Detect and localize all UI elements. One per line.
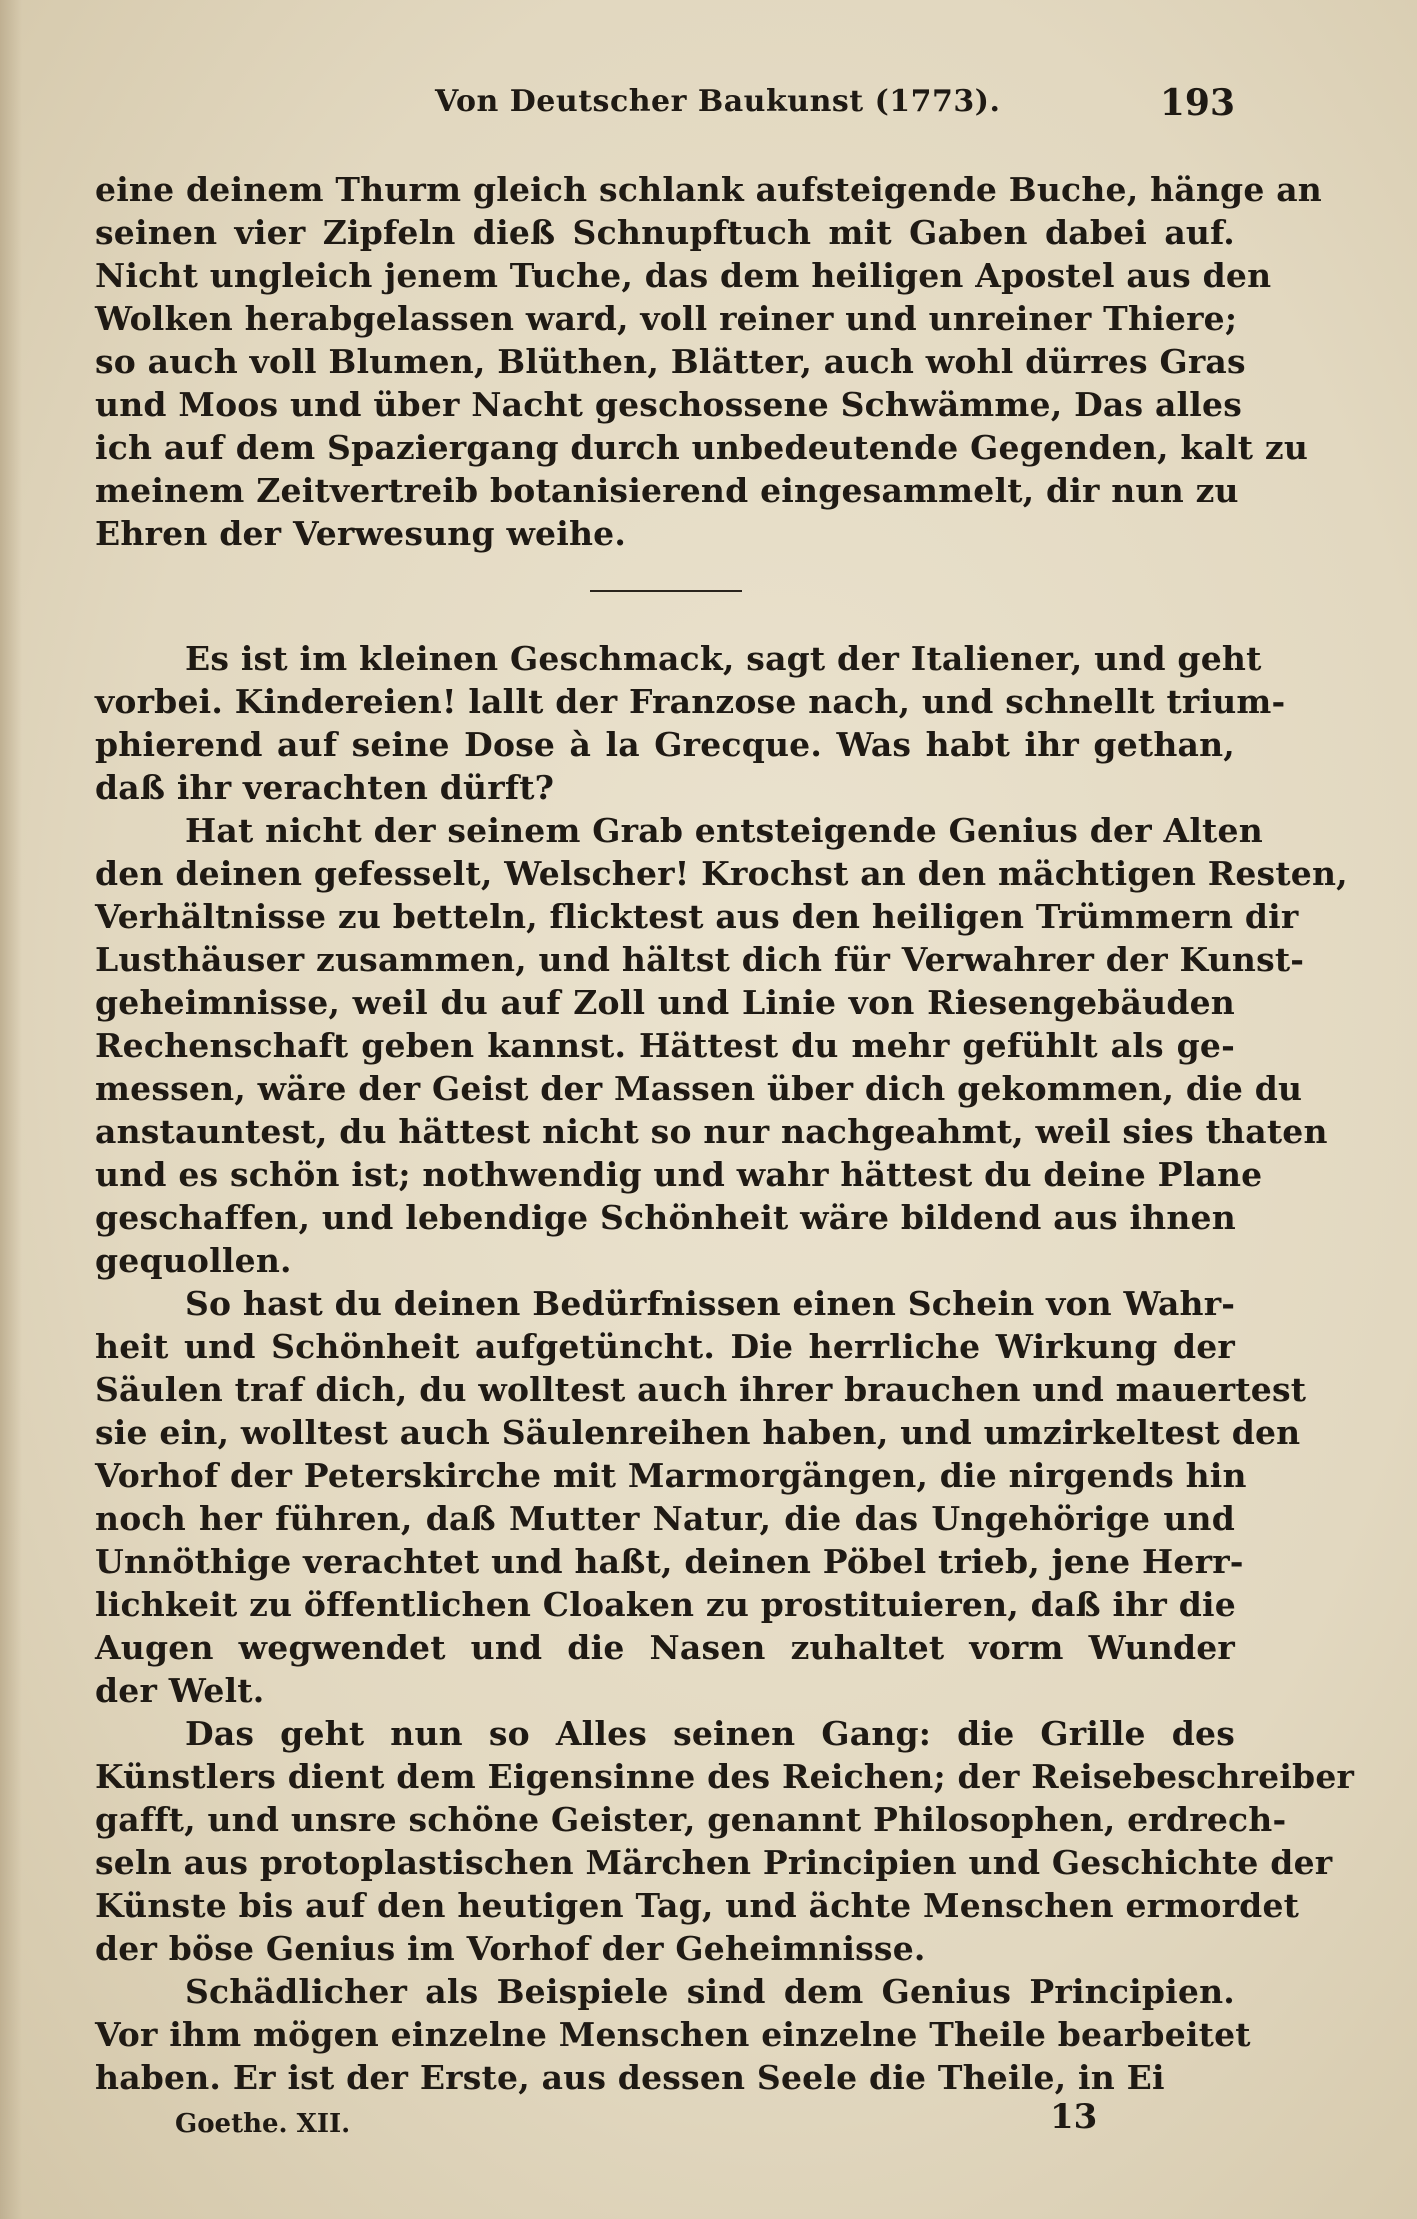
text-line: Hat nicht der seinem Grab entsteigende Genius der Alten xyxy=(185,811,1263,850)
text-line: ich auf dem Spaziergang durch unbedeutende Gegenden, kalt zu xyxy=(95,428,1309,467)
text-line: Künstlers dient dem Eigensinne des Reichen; der Reisebeschreiber xyxy=(95,1757,1355,1796)
text-line: gafft, und unsre schöne Geister, genannt Philosophen, erdrech- xyxy=(95,1800,1287,1839)
text-line: messen, wäre der Geist der Massen über dich gekommen, die du xyxy=(95,1069,1303,1108)
text-line: Augen wegwendet und die Nasen zuhaltet vorm Wunder xyxy=(95,1628,1235,1667)
text-line: Künste bis auf den heutigen Tag, und ächte Menschen ermordet xyxy=(95,1886,1300,1925)
text-line: vorbei. Kindereien! lallt der Franzose nach, und schnellt trium- xyxy=(95,682,1286,721)
text-line: Das geht nun so Alles seinen Gang: die Grille des xyxy=(185,1714,1235,1753)
text-line: noch her führen, daß Mutter Natur, die das Ungehörige und xyxy=(95,1499,1235,1538)
text-line: daß ihr verachten dürft? xyxy=(95,768,555,807)
page-edge-shadow xyxy=(0,0,22,2219)
page-footer xyxy=(95,2097,1235,2141)
text-line: Vor ihm mögen einzelne Menschen einzelne Theile bearbeitet xyxy=(95,2015,1251,2054)
paragraph-section-2 xyxy=(95,637,1355,2099)
text-line: und Moos und über Nacht geschossene Schwämme, Das alles xyxy=(95,385,1243,424)
text-line: sie ein, wolltest auch Säulenreihen haben, und umzirkeltest den xyxy=(95,1413,1301,1452)
text-line: den deinen gefesselt, Welscher! Krochst an den mächtigen Resten, xyxy=(95,854,1348,893)
section-divider xyxy=(590,590,742,592)
text-line: Schädlicher als Beispiele sind dem Genius Principien. xyxy=(185,1972,1235,2011)
text-line: Säulen traf dich, du wolltest auch ihrer brauchen und mauertest xyxy=(95,1370,1307,1409)
text-line: meinem Zeitvertreib botanisierend eingesammelt, dir nun zu xyxy=(95,471,1239,510)
page-header xyxy=(95,84,1235,124)
text-line: geheimnisse, weil du auf Zoll und Linie von Riesengebäuden xyxy=(95,983,1235,1022)
text-line: Nicht ungleich jenem Tuche, das dem heiligen Apostel aus den xyxy=(95,256,1272,295)
text-line: phierend auf seine Dose à la Grecque. Was habt ihr gethan, xyxy=(95,725,1235,764)
text-line: gequollen. xyxy=(95,1241,292,1280)
text-line: anstauntest, du hättest nicht so nur nachgeahmt, weil sies thaten xyxy=(95,1112,1328,1151)
text-line: heit und Schönheit aufgetüncht. Die herrliche Wirkung der xyxy=(95,1327,1235,1366)
text-line: und es schön ist; nothwendig und wahr hättest du deine Plane xyxy=(95,1155,1263,1194)
text-line: haben. Er ist der Erste, aus dessen Seele die Theile, in Ei xyxy=(95,2058,1165,2097)
text-line: Unnöthige verachtet und haßt, deinen Pöbel trieb, jene Herr- xyxy=(95,1542,1244,1581)
page-number: 193 xyxy=(1159,82,1235,124)
text-line: seinen vier Zipfeln dieß Schnupftuch mit Gaben dabei auf. xyxy=(95,213,1235,252)
signature-mark: Goethe. XII. xyxy=(175,2109,351,2139)
sheet-number: 13 xyxy=(1050,2097,1098,2137)
text-line: der böse Genius im Vorhof der Geheimnisse. xyxy=(95,1929,926,1968)
paragraph-section-1 xyxy=(95,168,1322,555)
text-line: Es ist im kleinen Geschmack, sagt der Italiener, und geht xyxy=(185,639,1262,678)
text-line: so auch voll Blumen, Blüthen, Blätter, auch wohl dürres Gras xyxy=(95,342,1246,381)
text-line: Rechenschaft geben kannst. Hättest du mehr gefühlt als ge- xyxy=(95,1026,1235,1065)
text-line: Ehren der Verwesung weihe. xyxy=(95,514,627,553)
text-line: Verhältnisse zu betteln, flicktest aus den heiligen Trümmern dir xyxy=(95,897,1299,936)
text-line: Wolken herabgelassen ward, voll reiner und unreiner Thiere; xyxy=(95,299,1238,338)
text-line: eine deinem Thurm gleich schlank aufsteigende Buche, hänge an xyxy=(95,170,1322,209)
running-head: Von Deutscher Baukunst (1773). xyxy=(435,84,1001,119)
text-line: Vorhof der Peterskirche mit Marmorgängen, die nirgends hin xyxy=(95,1456,1247,1495)
text-line: der Welt. xyxy=(95,1671,265,1710)
text-line: Lusthäuser zusammen, und hältst dich für Verwahrer der Kunst- xyxy=(95,940,1305,979)
text-line: lichkeit zu öffentlichen Cloaken zu prostituieren, daß ihr die xyxy=(95,1585,1236,1624)
text-line: seln aus protoplastischen Märchen Principien und Geschichte der xyxy=(95,1843,1333,1882)
text-line: geschaffen, und lebendige Schönheit wäre bildend aus ihnen xyxy=(95,1198,1236,1237)
text-line: So hast du deinen Bedürfnissen einen Schein von Wahr- xyxy=(185,1284,1236,1323)
